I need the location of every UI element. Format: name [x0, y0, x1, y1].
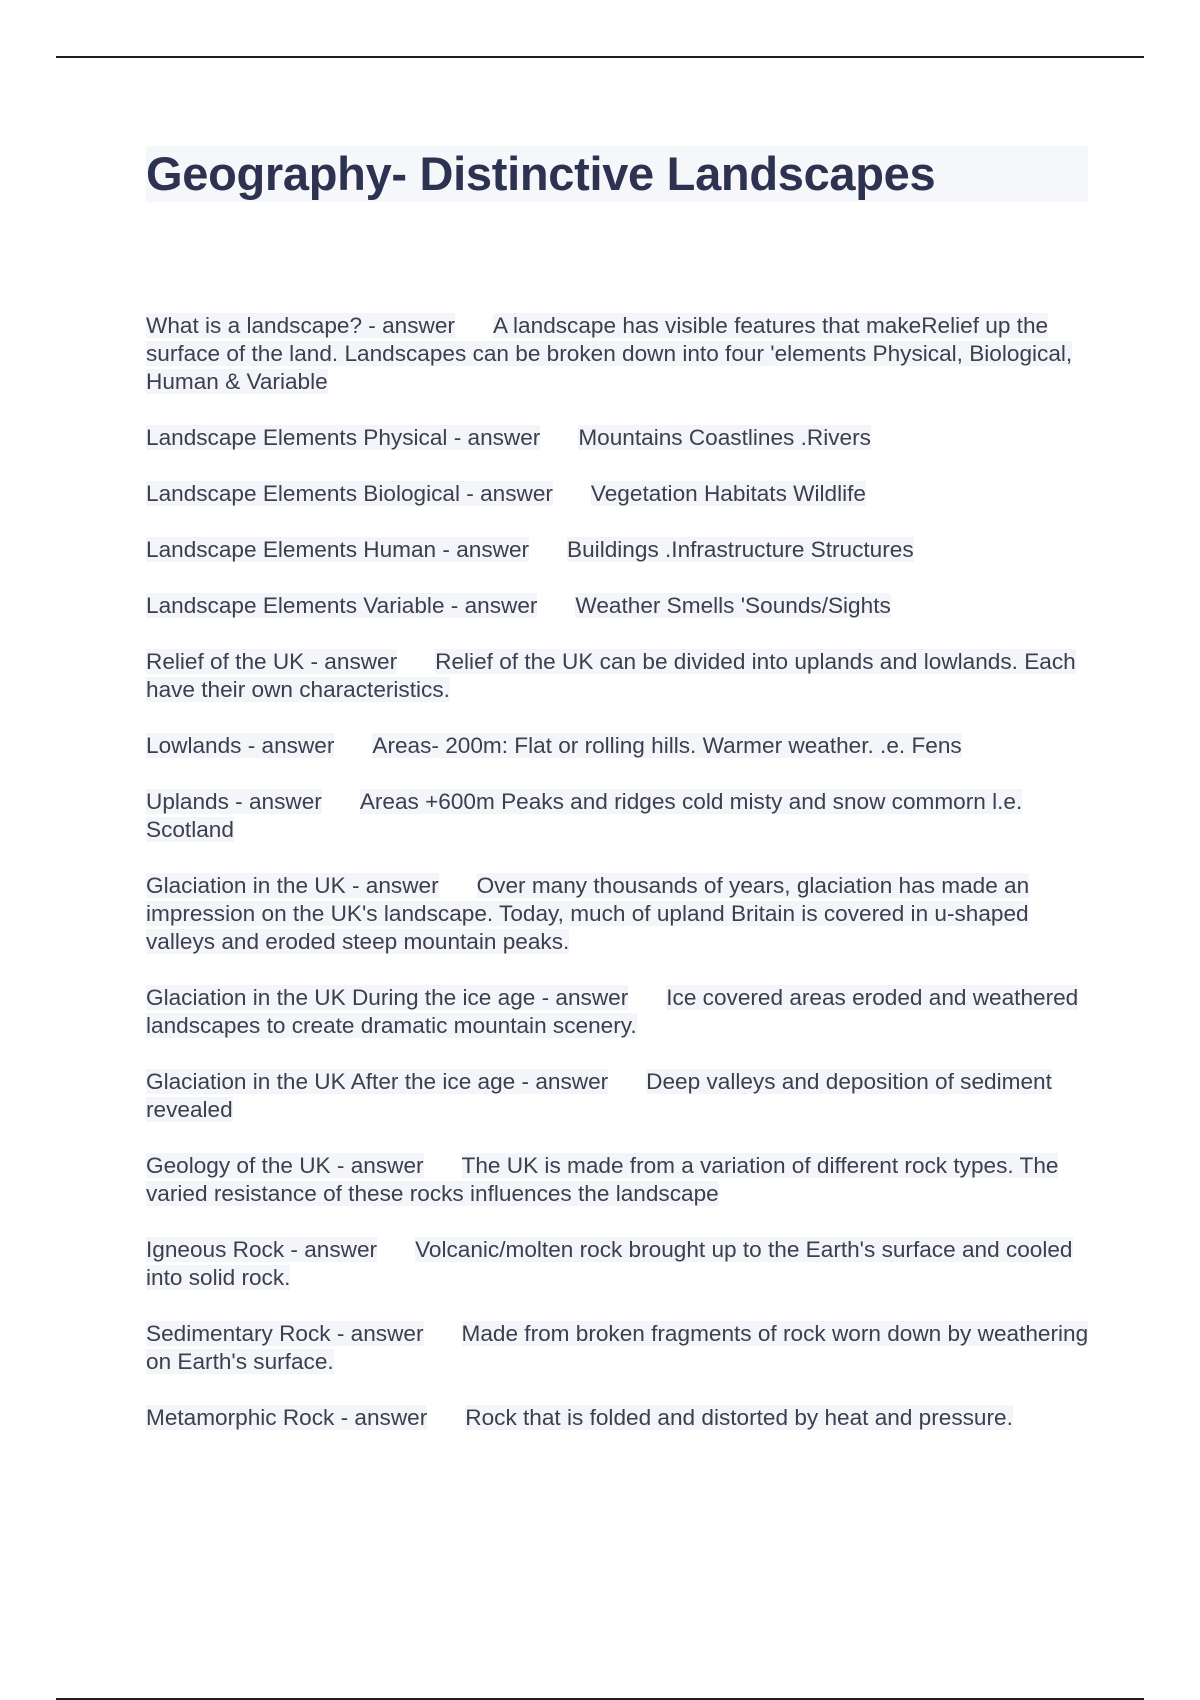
question: Relief of the UK - answer: [146, 649, 398, 674]
answer: Over many thousands of years, glaciation has made an impression on the UK's landscape. Today, much of upland Britain is covered in u-shaped valleys and eroded steep mountain peaks.: [146, 873, 1030, 954]
answer: The UK is made from a variation of different rock types. The varied resistance of these rocks influences the landscape: [146, 1153, 1059, 1206]
question: What is a landscape? - answer: [146, 313, 455, 338]
flashcard-item: [146, 480, 1091, 508]
flashcard-list: [146, 312, 1091, 1460]
question: Landscape Elements Biological - answer: [146, 481, 553, 506]
flashcard-item: [146, 424, 1091, 452]
question: Uplands - answer: [146, 789, 322, 814]
answer: Rock that is folded and distorted by heat and pressure.: [465, 1405, 1013, 1430]
flashcard-item: [146, 312, 1091, 396]
page-title: Geography- Distinctive Landscapes: [146, 147, 936, 200]
answer: Mountains Coastlines .Rivers: [578, 425, 871, 450]
answer: Made from broken fragments of rock worn down by weathering on Earth's surface.: [146, 1321, 1089, 1374]
question: Glaciation in the UK - answer: [146, 873, 439, 898]
flashcard-item: [146, 732, 1091, 760]
flashcard-item: [146, 1068, 1091, 1124]
answer: Deep valleys and deposition of sediment revealed: [146, 1069, 1052, 1122]
flashcard-item: [146, 1320, 1091, 1376]
question: Lowlands - answer: [146, 733, 335, 758]
flashcard-item: [146, 984, 1091, 1040]
flashcard-item: [146, 592, 1091, 620]
question: Metamorphic Rock - answer: [146, 1405, 428, 1430]
answer: Vegetation Habitats Wildlife: [590, 481, 866, 506]
answer: Volcanic/molten rock brought up to the Earth's surface and cooled into solid rock.: [146, 1237, 1073, 1290]
flashcard-item: [146, 536, 1091, 564]
question: Landscape Elements Human - answer: [146, 537, 530, 562]
flashcard-item: [146, 1236, 1091, 1292]
title-block: [146, 146, 1088, 202]
question: Glaciation in the UK During the ice age - answer: [146, 985, 629, 1010]
answer: A landscape has visible features that makeRelief up the surface of the land. Landscapes can be broken down into four 'elements Physical, Biological, Human & Variable: [146, 313, 1073, 394]
flashcard-item: [146, 788, 1091, 844]
answer: Areas +600m Peaks and ridges cold misty and snow commorn l.e. Scotland: [146, 789, 1023, 842]
question: Geology of the UK - answer: [146, 1153, 424, 1178]
flashcard-item: [146, 872, 1091, 956]
answer: Areas- 200m: Flat or rolling hills. Warmer weather. .e. Fens: [372, 733, 962, 758]
answer: Ice covered areas eroded and weathered landscapes to create dramatic mountain scenery.: [146, 985, 1079, 1038]
question: Sedimentary Rock - answer: [146, 1321, 424, 1346]
question: Landscape Elements Variable - answer: [146, 593, 538, 618]
flashcard-item: [146, 648, 1091, 704]
flashcard-item: [146, 1404, 1091, 1432]
question: Glaciation in the UK After the ice age - answer: [146, 1069, 609, 1094]
question: Landscape Elements Physical - answer: [146, 425, 541, 450]
answer: Buildings .Infrastructure Structures: [567, 537, 914, 562]
top-rule: [56, 56, 1144, 58]
flashcard-item: [146, 1152, 1091, 1208]
question: Igneous Rock - answer: [146, 1237, 378, 1262]
answer: Relief of the UK can be divided into uplands and lowlands. Each have their own characteristics.: [146, 649, 1076, 702]
answer: Weather Smells 'Sounds/Sights: [575, 593, 891, 618]
